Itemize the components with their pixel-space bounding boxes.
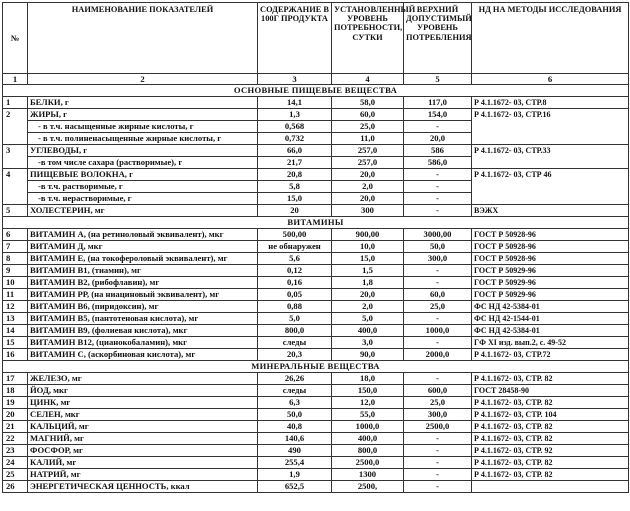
established-level: 1,5 bbox=[332, 265, 404, 277]
method-reference: ВЭЖХ bbox=[472, 205, 629, 217]
row-number: 14 bbox=[3, 325, 28, 337]
upper-level: 154,0 bbox=[404, 109, 472, 121]
method-reference: ГОСТ Р 50929-96 bbox=[472, 265, 629, 277]
table-row bbox=[3, 433, 629, 445]
method-reference: Р 4.1.1672- 03, СТР. 82 bbox=[472, 373, 629, 385]
table-row bbox=[3, 157, 629, 169]
table-row bbox=[3, 337, 629, 349]
content-value: 255,4 bbox=[258, 457, 332, 469]
section-title: ОСНОВНЫЕ ПИЩЕВЫЕ ВЕЩЕСТВА bbox=[3, 85, 629, 97]
content-value: 20,3 bbox=[258, 349, 332, 361]
content-value: 5,0 bbox=[258, 313, 332, 325]
method-reference: ГОСТ Р 50928-96 bbox=[472, 229, 629, 241]
method-reference: Р 4.1.1672- 03, СТР.16 bbox=[472, 109, 629, 121]
method-reference bbox=[472, 193, 629, 205]
row-number: 25 bbox=[3, 469, 28, 481]
header-upper: ВЕРХНИЙ ДОПУСТИМЫЙ УРОВЕНЬ ПОТРЕБЛЕНИЯ bbox=[404, 3, 472, 74]
upper-level: 600,0 bbox=[404, 385, 472, 397]
table-row bbox=[3, 109, 629, 121]
row-number bbox=[3, 121, 28, 133]
established-level: 3,0 bbox=[332, 337, 404, 349]
row-number: 22 bbox=[3, 433, 28, 445]
upper-level: 25,0 bbox=[404, 301, 472, 313]
col-number: 3 bbox=[258, 74, 332, 85]
content-value: 0,732 bbox=[258, 133, 332, 145]
row-number: 2 bbox=[3, 109, 28, 121]
content-value: 20 bbox=[258, 205, 332, 217]
established-level: 10,0 bbox=[332, 241, 404, 253]
upper-level: - bbox=[404, 169, 472, 181]
row-number: 1 bbox=[3, 97, 28, 109]
indicator-name: ПИЩЕВЫЕ ВОЛОКНА, г bbox=[28, 169, 258, 181]
method-reference: ГОСТ Р 50928-96 bbox=[472, 253, 629, 265]
method-reference bbox=[472, 481, 629, 493]
established-level: 20,0 bbox=[332, 289, 404, 301]
established-level: 60,0 bbox=[332, 109, 404, 121]
established-level: 1300 bbox=[332, 469, 404, 481]
established-level: 1,8 bbox=[332, 277, 404, 289]
content-value: 14,1 bbox=[258, 97, 332, 109]
content-value: 66,0 bbox=[258, 145, 332, 157]
method-reference: Р 4.1.1672- 03, СТР 46 bbox=[472, 169, 629, 181]
established-level: 150,0 bbox=[332, 385, 404, 397]
upper-level: 2000,0 bbox=[404, 349, 472, 361]
col-number: 2 bbox=[28, 74, 258, 85]
col-number: 5 bbox=[404, 74, 472, 85]
upper-level: - bbox=[404, 373, 472, 385]
col-number: 6 bbox=[472, 74, 629, 85]
method-reference: Р 4.1.1672- 03, СТР.33 bbox=[472, 145, 629, 157]
section-title: МИНЕРАЛЬНЫЕ ВЕЩЕСТВА bbox=[3, 361, 629, 373]
established-level: 5,0 bbox=[332, 313, 404, 325]
indicator-name: БЕЛКИ, г bbox=[28, 97, 258, 109]
row-number: 9 bbox=[3, 265, 28, 277]
established-level: 25,0 bbox=[332, 121, 404, 133]
upper-level: - bbox=[404, 457, 472, 469]
table-row bbox=[3, 229, 629, 241]
row-number: 24 bbox=[3, 457, 28, 469]
indicator-name: - в т.ч. полиненасыщенные жирные кислоты, г bbox=[28, 133, 258, 145]
row-number: 15 bbox=[3, 337, 28, 349]
indicator-name: -в т.ч. растворимые, г bbox=[28, 181, 258, 193]
table-row bbox=[3, 385, 629, 397]
indicator-name: ЖЕЛЕЗО, мг bbox=[28, 373, 258, 385]
table-row bbox=[3, 133, 629, 145]
content-value: 5,6 bbox=[258, 253, 332, 265]
upper-level: 50,0 bbox=[404, 241, 472, 253]
row-number: 26 bbox=[3, 481, 28, 493]
row-number: 23 bbox=[3, 445, 28, 457]
indicator-name: ВИТАМИН РР, (на ниациновый эквивалент), мг bbox=[28, 289, 258, 301]
indicator-name: ВИТАМИН В9, (фолиевая кислота), мкг bbox=[28, 325, 258, 337]
indicator-name: ВИТАМИН Е, (на токофероловый эквивалент), мг bbox=[28, 253, 258, 265]
indicator-name: СЕЛЕН, мкг bbox=[28, 409, 258, 421]
indicator-name: ЙОД, мкг bbox=[28, 385, 258, 397]
indicator-name: - в т.ч. насыщенные жирные кислоты, г bbox=[28, 121, 258, 133]
established-level: 18,0 bbox=[332, 373, 404, 385]
content-value: следы bbox=[258, 337, 332, 349]
row-number: 12 bbox=[3, 301, 28, 313]
method-reference bbox=[472, 181, 629, 193]
indicator-name: ЦИНК, мг bbox=[28, 397, 258, 409]
section-title: ВИТАМИНЫ bbox=[3, 217, 629, 229]
method-reference: Р 4.1.1672- 03, СТР.8 bbox=[472, 97, 629, 109]
method-reference: Р 4.1.1672- 03, СТР. 104 bbox=[472, 409, 629, 421]
upper-level: - bbox=[404, 433, 472, 445]
upper-level: - bbox=[404, 121, 472, 133]
indicator-name: -в том числе сахара (растворимые), г bbox=[28, 157, 258, 169]
table-row bbox=[3, 205, 629, 217]
content-value: 0,88 bbox=[258, 301, 332, 313]
row-number: 8 bbox=[3, 253, 28, 265]
indicator-name: МАГНИЙ, мг bbox=[28, 433, 258, 445]
established-level: 2,0 bbox=[332, 301, 404, 313]
row-number bbox=[3, 157, 28, 169]
established-level: 257,0 bbox=[332, 157, 404, 169]
table-row bbox=[3, 181, 629, 193]
method-reference: ФС НД 42-5384-01 bbox=[472, 325, 629, 337]
table-row bbox=[3, 145, 629, 157]
established-level: 2500, bbox=[332, 481, 404, 493]
method-reference: Р 4.1.1672- 03, СТР.72 bbox=[472, 349, 629, 361]
upper-level: - bbox=[404, 445, 472, 457]
row-number: 18 bbox=[3, 385, 28, 397]
header-method: НД НА МЕТОДЫ ИССЛЕДОВАНИЯ bbox=[472, 3, 629, 74]
content-value: 800,0 bbox=[258, 325, 332, 337]
content-value: 6,3 bbox=[258, 397, 332, 409]
content-value: 26,26 bbox=[258, 373, 332, 385]
table-row bbox=[3, 265, 629, 277]
content-value: 500,00 bbox=[258, 229, 332, 241]
row-number: 19 bbox=[3, 397, 28, 409]
method-reference: ФС НД 42-5384-01 bbox=[472, 301, 629, 313]
established-level: 55,0 bbox=[332, 409, 404, 421]
row-number: 16 bbox=[3, 349, 28, 361]
section-row bbox=[3, 85, 629, 97]
upper-level: 300,0 bbox=[404, 409, 472, 421]
header-established: УСТАНОВЛЕННЫЙ УРОВЕНЬ ПОТРЕБНОСТИ, СУТКИ bbox=[332, 3, 404, 74]
section-row bbox=[3, 217, 629, 229]
method-reference: ФС НД 42-1544-01 bbox=[472, 313, 629, 325]
established-level: 2500,0 bbox=[332, 457, 404, 469]
table-row bbox=[3, 121, 629, 133]
upper-level: - bbox=[404, 265, 472, 277]
row-number: 17 bbox=[3, 373, 28, 385]
table-row bbox=[3, 253, 629, 265]
row-number: 6 bbox=[3, 229, 28, 241]
method-reference: Р 4.1.1672- 03, СТР. 92 bbox=[472, 445, 629, 457]
upper-level: 25,0 bbox=[404, 397, 472, 409]
content-value: 652,5 bbox=[258, 481, 332, 493]
content-value: 20,8 bbox=[258, 169, 332, 181]
row-number: 13 bbox=[3, 313, 28, 325]
header-row bbox=[3, 3, 629, 74]
indicator-name: -в т.ч. нерастворимые, г bbox=[28, 193, 258, 205]
indicator-name: ВИТАМИН С, (аскорбиновая кислота), мг bbox=[28, 349, 258, 361]
upper-level: - bbox=[404, 469, 472, 481]
method-reference: ГФ XI изд. вып.2, с. 49-52 bbox=[472, 337, 629, 349]
method-reference: ГОСТ Р 50928-96 bbox=[472, 241, 629, 253]
content-value: 140,6 bbox=[258, 433, 332, 445]
table-row bbox=[3, 277, 629, 289]
established-level: 58,0 bbox=[332, 97, 404, 109]
row-number bbox=[3, 181, 28, 193]
indicator-name: ВИТАМИН В1, (тиамин), мг bbox=[28, 265, 258, 277]
indicator-name: ФОСФОР, мг bbox=[28, 445, 258, 457]
upper-level: - bbox=[404, 277, 472, 289]
method-reference: Р 4.1.1672- 03, СТР. 82 bbox=[472, 469, 629, 481]
indicator-name: ВИТАМИН Д, мкг bbox=[28, 241, 258, 253]
content-value: 1,9 bbox=[258, 469, 332, 481]
table-row bbox=[3, 349, 629, 361]
indicator-name: ВИТАМИН В2, (рибофлавин), мг bbox=[28, 277, 258, 289]
upper-level: - bbox=[404, 337, 472, 349]
section-row bbox=[3, 361, 629, 373]
method-reference: Р 4.1.1672- 03, СТР. 82 bbox=[472, 457, 629, 469]
table-row bbox=[3, 289, 629, 301]
upper-level: 586,0 bbox=[404, 157, 472, 169]
upper-level: 20,0 bbox=[404, 133, 472, 145]
column-numbers-row bbox=[3, 74, 629, 85]
table-row bbox=[3, 373, 629, 385]
table-row bbox=[3, 301, 629, 313]
row-number: 10 bbox=[3, 277, 28, 289]
method-reference bbox=[472, 121, 629, 133]
content-value: 21,7 bbox=[258, 157, 332, 169]
table-row bbox=[3, 193, 629, 205]
established-level: 12,0 bbox=[332, 397, 404, 409]
established-level: 400,0 bbox=[332, 433, 404, 445]
upper-level: - bbox=[404, 205, 472, 217]
indicator-name: КАЛЬЦИЙ, мг bbox=[28, 421, 258, 433]
indicator-name: ВИТАМИН В6, (пиридоксин), мг bbox=[28, 301, 258, 313]
upper-level: - bbox=[404, 193, 472, 205]
established-level: 300 bbox=[332, 205, 404, 217]
content-value: 5,8 bbox=[258, 181, 332, 193]
established-level: 90,0 bbox=[332, 349, 404, 361]
indicator-name: КАЛИЙ, мг bbox=[28, 457, 258, 469]
indicator-name: ХОЛЕСТЕРИН, мг bbox=[28, 205, 258, 217]
established-level: 2,0 bbox=[332, 181, 404, 193]
upper-level: 300,0 bbox=[404, 253, 472, 265]
content-value: 0,05 bbox=[258, 289, 332, 301]
indicator-name: ВИТАМИН А, (на ретиноловый эквивалент), мкг bbox=[28, 229, 258, 241]
content-value: 0,12 bbox=[258, 265, 332, 277]
table-row bbox=[3, 97, 629, 109]
content-value: 0,16 bbox=[258, 277, 332, 289]
established-level: 800,0 bbox=[332, 445, 404, 457]
row-number: 3 bbox=[3, 145, 28, 157]
table-row bbox=[3, 325, 629, 337]
indicator-name: ЭНЕРГЕТИЧЕСКАЯ ЦЕННОСТЬ, ккал bbox=[28, 481, 258, 493]
indicator-name: УГЛЕВОДЫ, г bbox=[28, 145, 258, 157]
header-content: СОДЕРЖАНИЕ В 100Г ПРОДУКТА bbox=[258, 3, 332, 74]
table-row bbox=[3, 241, 629, 253]
header-num: № bbox=[3, 3, 28, 74]
table-row bbox=[3, 445, 629, 457]
upper-level: 117,0 bbox=[404, 97, 472, 109]
indicator-name: ВИТАМИН В5, (пантотеновая кислота), мг bbox=[28, 313, 258, 325]
upper-level: - bbox=[404, 481, 472, 493]
method-reference: Р 4.1.1672- 03, СТР. 82 bbox=[472, 433, 629, 445]
content-value: 1,3 bbox=[258, 109, 332, 121]
row-number: 7 bbox=[3, 241, 28, 253]
method-reference: ГОСТ Р 50929-96 bbox=[472, 277, 629, 289]
upper-level: 2500,0 bbox=[404, 421, 472, 433]
established-level: 15,0 bbox=[332, 253, 404, 265]
upper-level: - bbox=[404, 181, 472, 193]
table-row bbox=[3, 313, 629, 325]
method-reference: ГОСТ 28458-90 bbox=[472, 385, 629, 397]
established-level: 900,00 bbox=[332, 229, 404, 241]
content-value: 15,0 bbox=[258, 193, 332, 205]
nutrition-table bbox=[2, 2, 629, 493]
method-reference bbox=[472, 157, 629, 169]
indicator-name: ВИТАМИН В12, (цианокобаламин), мкг bbox=[28, 337, 258, 349]
row-number: 5 bbox=[3, 205, 28, 217]
content-value: 490 bbox=[258, 445, 332, 457]
table-row bbox=[3, 457, 629, 469]
established-level: 257,0 bbox=[332, 145, 404, 157]
table-row bbox=[3, 169, 629, 181]
established-level: 20,0 bbox=[332, 193, 404, 205]
row-number bbox=[3, 193, 28, 205]
row-number: 20 bbox=[3, 409, 28, 421]
established-level: 1000,0 bbox=[332, 421, 404, 433]
content-value: следы bbox=[258, 385, 332, 397]
row-number: 11 bbox=[3, 289, 28, 301]
upper-level: - bbox=[404, 313, 472, 325]
upper-level: 1000,0 bbox=[404, 325, 472, 337]
upper-level: 3000,00 bbox=[404, 229, 472, 241]
content-value: 40,8 bbox=[258, 421, 332, 433]
upper-level: 586 bbox=[404, 145, 472, 157]
method-reference: Р 4.1.1672- 03, СТР. 82 bbox=[472, 421, 629, 433]
indicator-name: НАТРИЙ, мг bbox=[28, 469, 258, 481]
col-number: 1 bbox=[3, 74, 28, 85]
col-number: 4 bbox=[332, 74, 404, 85]
content-value: 50,0 bbox=[258, 409, 332, 421]
established-level: 20,0 bbox=[332, 169, 404, 181]
table-row bbox=[3, 481, 629, 493]
established-level: 11,0 bbox=[332, 133, 404, 145]
indicator-name: ЖИРЫ, г bbox=[28, 109, 258, 121]
method-reference: Р 4.1.1672- 03, СТР. 82 bbox=[472, 397, 629, 409]
table-row bbox=[3, 409, 629, 421]
upper-level: 60,0 bbox=[404, 289, 472, 301]
row-number: 21 bbox=[3, 421, 28, 433]
table-row bbox=[3, 397, 629, 409]
method-reference bbox=[472, 133, 629, 145]
established-level: 400,0 bbox=[332, 325, 404, 337]
header-name: НАИМЕНОВАНИЕ ПОКАЗАТЕЛЕЙ bbox=[28, 3, 258, 74]
table-row bbox=[3, 469, 629, 481]
row-number: 4 bbox=[3, 169, 28, 181]
table-row bbox=[3, 421, 629, 433]
content-value: не обнаружен bbox=[258, 241, 332, 253]
content-value: 0,568 bbox=[258, 121, 332, 133]
row-number bbox=[3, 133, 28, 145]
method-reference: ГОСТ Р 50929-96 bbox=[472, 289, 629, 301]
